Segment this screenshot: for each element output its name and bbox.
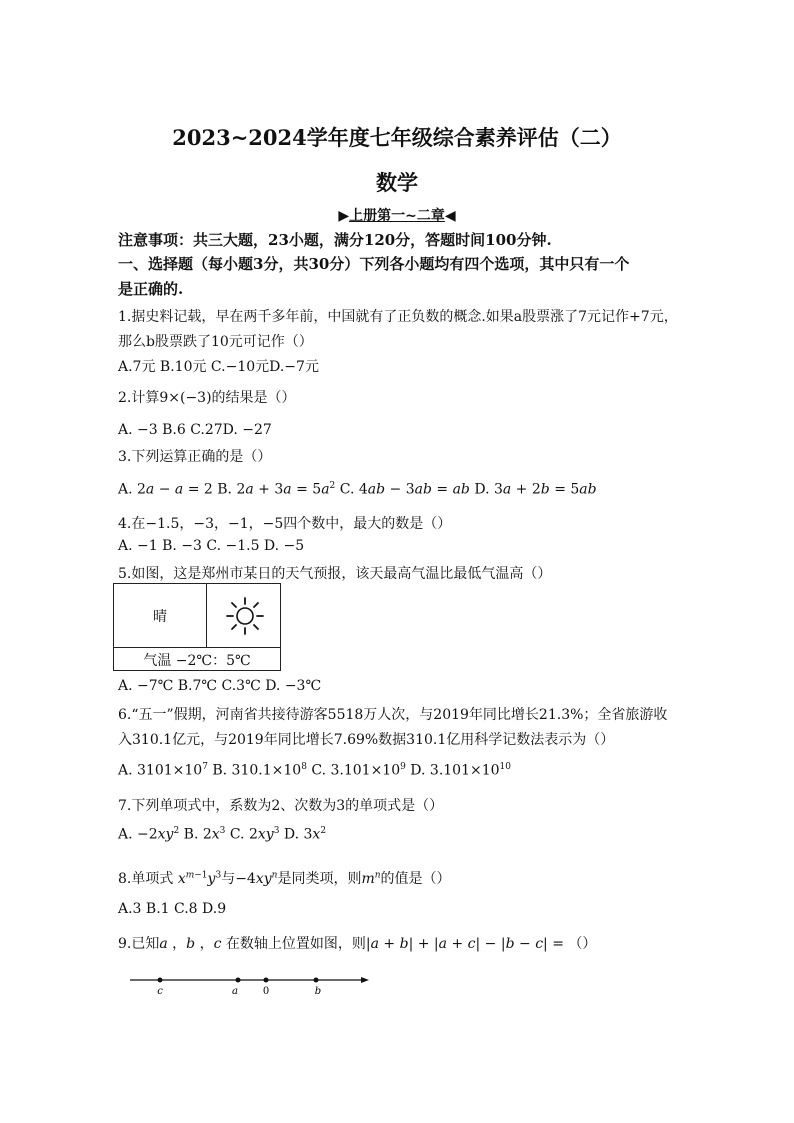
q6-line1: 6.“五一”假期，河南省共接待游客5518万人次，与2019年同比增长21.3%；全省旅游收 [118, 707, 668, 723]
exam-title: 2023~2024学年度七年级综合素养评估（二） [172, 125, 622, 150]
q6-line2: 入310.1亿元，与2019年同比增长7.69%数据310.1亿用科学记数法表示为（） [118, 732, 615, 748]
weather-temperature: 气温 −2℃：5℃ [114, 647, 280, 671]
scope-text: 上册第一~二章 [349, 208, 445, 224]
q2-stem: 2.计算9×(−3)的结果是（） [118, 390, 296, 406]
q4-stem: 4.在−1.5，−3，−1，−5四个数中，最大的数是（） [118, 516, 452, 532]
section-heading-line2: 是正确的. [118, 280, 184, 298]
q9-stem: 9.已知a ，b ，c 在数轴上位置如图，则|a + b| + |a + c| − |b − c| = （） [118, 936, 597, 952]
point-zero [264, 978, 269, 983]
point-c [158, 978, 163, 983]
q7-stem: 7.下列单项式中，系数为2、次数为3的单项式是（） [118, 798, 444, 814]
point-b [314, 978, 319, 983]
subject-title: 数学 [376, 170, 418, 195]
q1-options: A.7元 B.10元 C.−10元D.−7元 [118, 359, 319, 375]
q3-options: A. 2a − a = 2 B. $2a + 3a = 5a^2$ C. 4ab − 3ab = ab D. 3a + 2b = 5ab [118, 481, 597, 498]
label-a: a [232, 986, 238, 997]
q5-options: A. −7℃ B.7℃ C.3℃ D. −3℃ [118, 678, 322, 694]
q4-options: A. −1 B. −3 C. −1.5 D. −5 [118, 538, 305, 554]
sun-icon [207, 584, 282, 647]
label-zero: 0 [262, 986, 270, 997]
q7-options: A. $-2xy^2$ B. $2x^3$ C. $2xy^3$ D. $3x^2$ [118, 826, 327, 843]
q8-stem: 8.单项式 $x^{m-1}y^3$与$-4xy^n$是同类项，则$m^n$的值是（） [118, 870, 451, 887]
weather-condition: 晴 [114, 584, 207, 647]
scope-label: ▶上册第一~二章◀ [338, 208, 456, 224]
notice: 注意事项：共三大题，23小题，满分120分，答题时间100分钟. [118, 231, 552, 249]
section-heading-line1: 一、选择题（每小题3分，共30分）下列各小题均有四个选项，其中只有一个 [118, 255, 630, 273]
point-a [236, 978, 241, 983]
q2-options: A. −3 B.6 C.27D. −27 [118, 422, 272, 438]
q5-stem: 5.如图，这是郑州市某日的天气预报，该天最高气温比最低气温高（） [118, 566, 552, 582]
weather-table [113, 583, 281, 671]
number-line-arrow [361, 977, 369, 983]
number-line [125, 970, 375, 1000]
label-b: b [314, 986, 322, 997]
q8-options: A.3 B.1 C.8 D.9 [118, 901, 227, 917]
q6-options: A. $3101\times 10^7$ B. $310.1\times 10^8$ C. $3.101\times 10^9$ D. $3.101\times 10^{10}$ [118, 762, 511, 779]
q1-line1: 1.据史料记载，早在两千多年前，中国就有了正负数的概念.如果a股票涨了7元记作+7元， [118, 309, 678, 325]
q1-line2: 那么b股票跌了10元可记作（） [118, 334, 313, 350]
sun-icon-graphic [225, 596, 265, 636]
label-c: c [157, 986, 163, 997]
q3-stem: 3.下列运算正确的是（） [118, 449, 272, 465]
